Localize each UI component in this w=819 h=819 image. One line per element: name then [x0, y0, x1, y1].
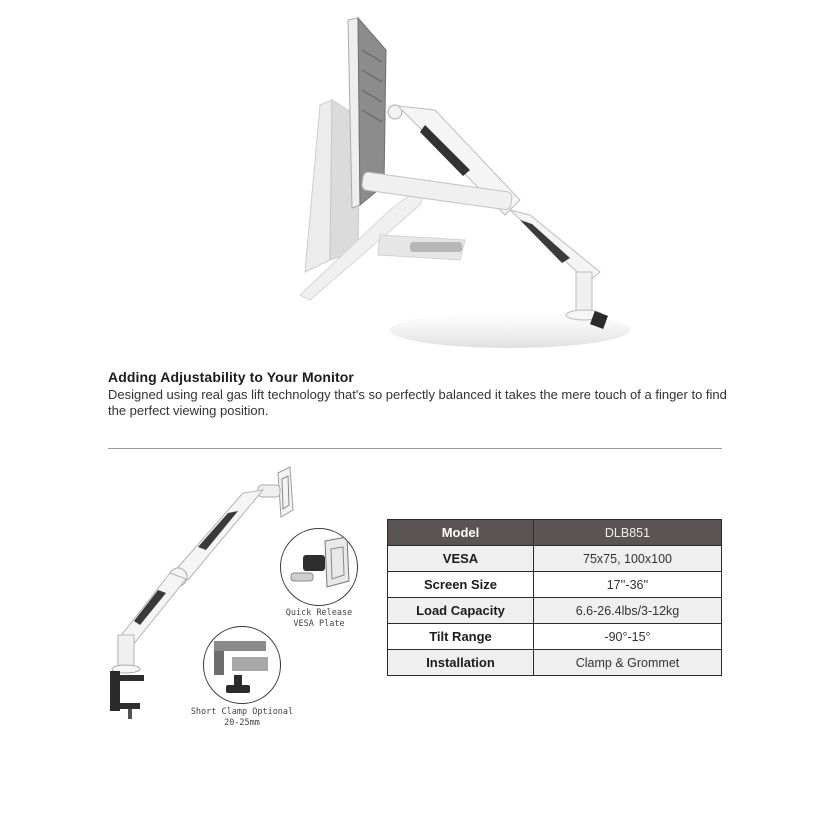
raised-monitor [348, 18, 608, 329]
hero-monitor-arm-illustration [270, 10, 640, 355]
spec-label: Load Capacity [388, 598, 534, 624]
clamp-caption-line2: 20-25mm [224, 718, 260, 728]
spec-label: Screen Size [388, 572, 534, 598]
spec-row-load-capacity [388, 598, 722, 624]
spec-label: VESA [388, 546, 534, 572]
spec-value: 75x75, 100x100 [534, 546, 722, 572]
spec-value: 17''-36'' [534, 572, 722, 598]
spec-row-vesa [388, 546, 722, 572]
section-divider [108, 448, 722, 449]
vesa-caption-line1: Quick Release [285, 608, 353, 618]
spec-label: Tilt Range [388, 624, 534, 650]
vesa-plate-icon [281, 529, 358, 606]
spec-row-screen-size [388, 572, 722, 598]
feature-description: Designed using real gas lift technology that's so perfectly balanced it takes the mere touch of a finger to find the perfect viewing position. [108, 387, 727, 418]
spec-header-label: Model [388, 520, 534, 546]
vesa-plate-callout [280, 528, 358, 606]
vesa-caption-line2: VESA Plate [293, 619, 345, 629]
short-clamp-callout [203, 626, 281, 704]
clamp-icon [204, 627, 281, 704]
feature-title: Adding Adjustability to Your Monitor [108, 369, 354, 385]
vesa-plate-caption [276, 608, 362, 630]
spec-header-value: DLB851 [534, 520, 722, 546]
short-clamp-caption [186, 707, 298, 729]
spec-label: Installation [388, 650, 534, 676]
monitor-arm-product-image [98, 465, 308, 725]
spec-value: -90°-15° [534, 624, 722, 650]
spec-row-installation [388, 650, 722, 676]
spec-table-header-row [388, 520, 722, 546]
spec-value: 6.6-26.4lbs/3-12kg [534, 598, 722, 624]
spec-row-tilt-range [388, 624, 722, 650]
clamp-caption-line1: Short Clamp Optional [190, 707, 294, 717]
spec-value: Clamp & Grommet [534, 650, 722, 676]
spec-table [387, 519, 722, 676]
